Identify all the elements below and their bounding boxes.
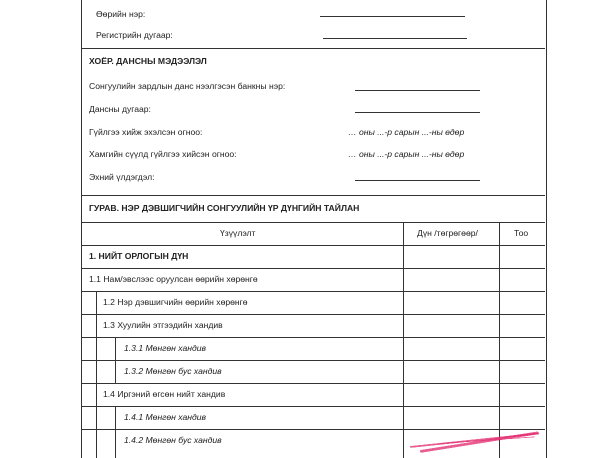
table-row-border bbox=[82, 383, 545, 384]
table-header-border bbox=[82, 245, 545, 246]
opening-balance-label: Эхний үлдэгдэл: bbox=[89, 172, 155, 182]
register-number-field[interactable] bbox=[323, 38, 467, 39]
bank-name-label: Сонгуулийн зардлын данс нээлгэсэн банкны нэр: bbox=[89, 81, 286, 91]
column-header-amount: Дүн /төгрөгөөр/ bbox=[417, 228, 478, 238]
section3-title: ГУРАВ. НЭР ДЭВШИГЧИЙН СОНГУУЛИЙН ҮР ДҮНГИЙН ТАЙЛАН bbox=[89, 203, 360, 213]
last-transaction-date-field[interactable]: … оны ...-р сарын ...-ны өдөр bbox=[348, 149, 465, 159]
table-row-border bbox=[82, 291, 545, 292]
bank-name-field[interactable] bbox=[355, 90, 480, 91]
start-date-field[interactable]: … оны ...-р сарын ...-ны өдөр bbox=[348, 127, 465, 137]
table-row-border bbox=[82, 406, 545, 407]
own-name-field[interactable] bbox=[320, 16, 465, 17]
indent-divider bbox=[115, 337, 116, 383]
table-row-label: 1. НИЙТ ОРЛОГЫН ДҮН bbox=[89, 251, 189, 261]
column-divider bbox=[499, 222, 500, 458]
column-divider bbox=[403, 222, 404, 458]
section-divider bbox=[82, 195, 545, 196]
account-number-field[interactable] bbox=[355, 112, 480, 113]
table-row-label: 1.3.2 Мөнгөн бус хандив bbox=[124, 366, 222, 376]
indent-divider bbox=[96, 291, 97, 458]
account-number-label: Дансны дугаар: bbox=[89, 104, 151, 114]
start-date-label: Гүйлгээ хийж эхэлсэн огноо: bbox=[89, 127, 203, 137]
table-row-border bbox=[82, 337, 545, 338]
table-row-border bbox=[82, 314, 545, 315]
table-row-label: 1.4 Иргэний өгсөн нийт хандив bbox=[103, 389, 226, 399]
last-transaction-date-label: Хамгийн сүүлд гүйлгээ хийсэн огноо: bbox=[89, 149, 237, 159]
register-number-label: Регистрийн дугаар: bbox=[96, 30, 173, 40]
section2-title: ХОЁР. ДАНСНЫ МЭДЭЭЛЭЛ bbox=[89, 56, 207, 66]
column-header-count: Тоо bbox=[514, 228, 529, 238]
table-row-label: 1.4.2 Мөнгөн бус хандив bbox=[124, 435, 222, 445]
column-header-indicator: Үзүүлэлт bbox=[220, 228, 256, 238]
table-row-label: 1.1 Нам/эвслээс оруулсан өөрийн хөрөнгө bbox=[89, 274, 258, 284]
opening-balance-field[interactable] bbox=[355, 180, 480, 181]
table-row-border bbox=[82, 268, 545, 269]
table-row-label: 1.2 Нэр дэвшигчийн өөрийн хөрөнгө bbox=[103, 297, 248, 307]
section-divider bbox=[82, 48, 545, 49]
table-row-border bbox=[82, 360, 545, 361]
table-row-label: 1.4.1 Мөнгөн хандив bbox=[124, 412, 207, 422]
table-row-label: 1.3.1 Мөнгөн хандив bbox=[124, 343, 207, 353]
table-row-label: 1.3 Хуулийн этгээдийн хандив bbox=[103, 320, 223, 330]
table-top-border bbox=[82, 222, 545, 223]
indent-divider bbox=[115, 406, 116, 458]
table-row-border bbox=[82, 429, 545, 430]
own-name-label: Өөрийн нэр: bbox=[96, 9, 146, 19]
